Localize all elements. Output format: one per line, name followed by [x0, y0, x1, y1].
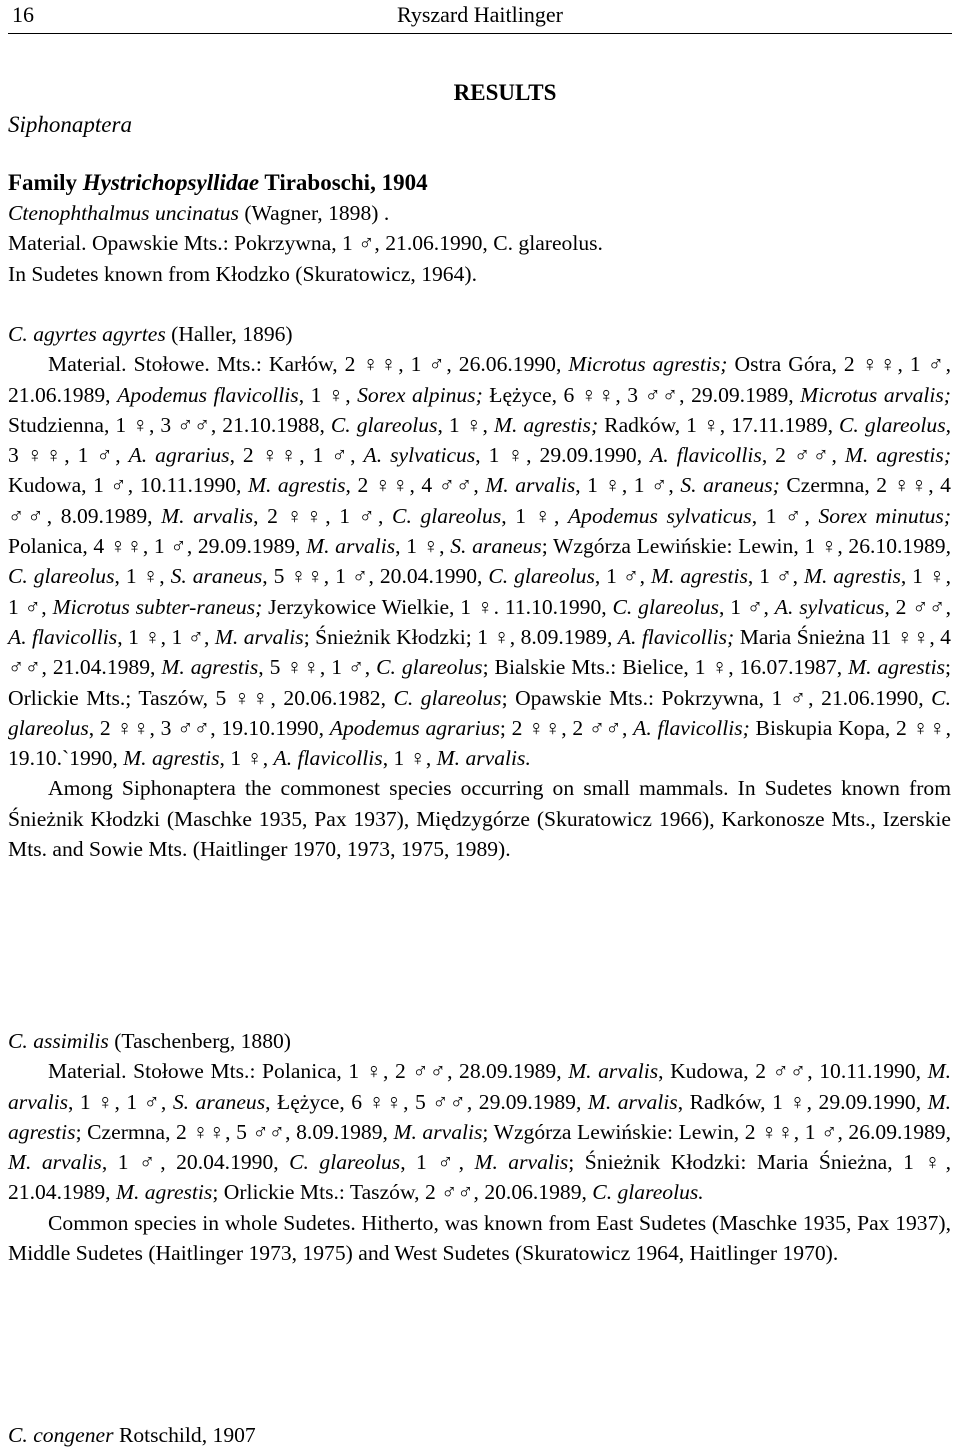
running-author: Ryszard Haitlinger [397, 2, 563, 27]
record-text: ; Wzgórza Lewińskie: Lewin, 1 ♀, 26.10.1989, [541, 534, 951, 559]
taxon-name: Apodemus sylvaticus [567, 503, 752, 528]
taxon-name: Microtus arvalis; [800, 382, 952, 407]
taxon-name: M. agrestis [115, 1180, 213, 1205]
material-record: Material. Opawskie Mts.: Pokrzywna, 1 ♂, 21.06.1990, C. glareolus. [8, 231, 603, 256]
record-text: , 1 ♀, [395, 534, 451, 559]
record-text: , 1 ♀, [219, 746, 274, 771]
taxon-name: M. arvalis [568, 1059, 659, 1084]
record-text: , 1 ♀, [437, 412, 494, 437]
taxon-name: M. arvalis [587, 1089, 678, 1114]
taxon-name: C. glareolus [8, 685, 951, 740]
record-text: Polanica, 4 ♀♀, 1 ♂, 29.09.1989, [8, 534, 307, 559]
record-text: , 5 ♀♀, 1 ♂, 20.04.1990, [262, 564, 489, 589]
taxon-name: A. sylvaticus [363, 443, 476, 468]
record-text: , 3 ♀♀, 1 ♂, [8, 412, 952, 468]
record-text: Ostra Góra, 2 ♀♀, 1 ♂, 21.06.1989, [8, 352, 951, 407]
record-text: , Łężyce, 6 ♀♀, 5 ♂♂, 29.09.1989, [265, 1089, 588, 1114]
species-heading: C. assimilis (Taschenberg, 1880) [8, 1029, 291, 1053]
record-text: ; Bialskie Mts.: Bielice, 1 ♀, 16.07.1987, [482, 655, 849, 680]
taxon-name: M. arvalis [306, 534, 396, 559]
taxon-name: M. agrestis [248, 473, 346, 498]
taxon-name: M. agrestis; [844, 443, 952, 468]
distribution-note: Among Siphonaptera the commonest species occurring on small mammals. In Sudetes known from Śnieżnik Kłodzki (Maschke 1935, Pax 1937), Międzygórze (Skuratowicz 1966), Karkonosze Mts., Izerskie Mts. and Sowie Mts. (Haitlinger 1970, 1973, 1975, 1989). [8, 776, 951, 862]
record-text: Czermna, 2 ♀♀, 4 ♂♂, 8.09.1989, [8, 473, 951, 528]
record-text: , 1 ♀, 1 ♂, [67, 1089, 173, 1114]
taxon-name: S. araneus; [680, 473, 780, 498]
species-heading: Ctenophthalmus uncinatus (Wagner, 1898) . [8, 201, 390, 225]
taxon-name: A. flavicollis; [617, 624, 735, 649]
taxon-name: M. agrestis [123, 746, 220, 771]
record-text: Kudowa, 1 ♂, 10.11.1990, [8, 473, 248, 498]
record-text: , 2 ♀♀, 3 ♂♂, 19.10.1990, [88, 715, 330, 740]
family-heading: Family Hystrichopsyllidae Tiraboschi, 1904 [8, 170, 428, 195]
taxon-name: Microtus agrestis; [568, 352, 728, 377]
record-text: Łężyce, 6 ♀♀, 3 ♂♂, 29.09.1989, [482, 382, 801, 407]
taxon-name: M. arvalis [214, 624, 304, 649]
taxon-name: Apodemus flavicollis [117, 382, 299, 407]
record-text: ; 2 ♀♀, 2 ♂♂, [499, 715, 634, 740]
taxon-name: S. araneus [172, 1089, 266, 1114]
distribution-note: In Sudetes known from Kłodzko (Skuratowicz, 1964). [8, 261, 477, 286]
record-text: , 2 ♀♀, 4 ♂♂, [345, 473, 486, 498]
record-text: , 1 ♀, [501, 503, 568, 528]
taxon-name: Apodemus agrarius [329, 715, 500, 740]
record-text: , 1 ♂, [400, 1150, 475, 1175]
record-text: , 1 ♂, 20.04.1990, [101, 1150, 290, 1175]
section-title: RESULTS [453, 80, 557, 105]
species-agyrtes [8, 319, 951, 864]
taxon-name: M. agrestis [8, 1089, 952, 1144]
record-text: Maria Śnieżna 11 ♀♀, 4 ♂♂, 21.04.1989, [8, 624, 951, 680]
taxon-name: S. araneus [170, 564, 263, 589]
taxon-name: A. flavicollis [273, 746, 383, 771]
taxon-name: M. arvalis [8, 1059, 951, 1114]
taxon-name: Sorex minutus; [818, 503, 952, 528]
record-text: ; Opawskie Mts.: Pokrzywna, 1 ♂, 21.06.1990, [501, 685, 932, 710]
taxon-name: A. flavicollis; [633, 715, 750, 740]
taxon-name: C. glareolus [839, 412, 946, 437]
record-text: ; Czermna, 2 ♀♀, 5 ♂♂, 8.09.1989, [75, 1119, 394, 1144]
record-text: Jerzykowice Wielkie, 1 ♀. 11.10.1990, [262, 594, 613, 619]
taxon-name: M. agrestis [650, 564, 748, 589]
record-text: , 1 ♀, [382, 746, 437, 771]
taxon-name: C. glareolus [289, 1150, 401, 1175]
record-text: Studzienna, 1 ♀, 3 ♂♂, 21.10.1988, [8, 412, 331, 437]
order-heading: Siphonaptera [8, 112, 132, 137]
record-text: , 2 ♂♂, [761, 443, 845, 468]
species-congener [8, 1420, 951, 1450]
distribution-note: Common species in whole Sudetes. Hitherto, was known from East Sudetes (Maschke 1935, Pax 1937), Middle Sudetes (Haitlinger 1973, 1975) and West Sudetes (Skuratowicz 1964, Haitlinger 1970). [8, 1210, 951, 1266]
record-text: , 1 ♂, [751, 503, 819, 528]
taxon-name: Microtus subter-raneus; [52, 594, 263, 619]
record-text: ; Śnieżnik Kłodzki; 1 ♀, 8.09.1989, [303, 624, 618, 649]
taxon-name: M. agrestis [161, 655, 259, 680]
record-text: , Kudowa, 2 ♂♂, 10.11.1990, [658, 1059, 928, 1084]
taxon-name: M. arvalis. [436, 746, 531, 771]
taxon-name: M. arvalis [161, 503, 254, 528]
taxon-name: C. glareolus [8, 564, 115, 589]
record-text: Biskupia Kopa, 2 ♀♀, 19.10.`1990, [8, 715, 952, 771]
record-text: ; Wzgórza Lewińskie: Lewin, 2 ♀♀, 1 ♂, 26.09.1989, [482, 1119, 951, 1144]
taxon-name: M. arvalis [485, 473, 576, 498]
taxon-name: M. agrestis; [493, 412, 599, 437]
taxon-name: M. agrestis [848, 655, 945, 680]
record-text: , 5 ♀♀, 1 ♂, [258, 655, 377, 680]
record-text: ; Orlickie Mts.; Taszów, 5 ♀♀, 20.06.1982, [8, 655, 951, 710]
taxon-name: A. agrarius [128, 443, 230, 468]
record-text: , 1 ♀, [114, 564, 171, 589]
page-number: 16 [12, 2, 34, 27]
record-text: , 1 ♀, [298, 382, 358, 407]
taxon-name: A. flavicollis [8, 624, 118, 649]
taxon-name: M. arvalis [474, 1150, 569, 1175]
record-text: Material. Stołowe Mts.: Polanica, 1 ♀, 2 ♂♂, 28.09.1989, [48, 1059, 569, 1084]
taxon-name: M. arvalis [8, 1150, 102, 1175]
species-heading: C. congener Rotschild, 1907 [8, 1423, 256, 1447]
species-assimilis [8, 1026, 951, 1268]
taxon-name: A. flavicollis [650, 443, 762, 468]
record-text: ; Orlickie Mts.: Taszów, 2 ♂♂, 20.06.1989, [212, 1180, 593, 1205]
record-text: Radków, 1 ♀, 17.11.1989, [598, 412, 839, 437]
record-text: ; Śnieżnik Kłodzki: Maria Śnieżna, 1 ♀, 21.04.1989, [8, 1150, 951, 1205]
record-text: , 2 ♀♀, 1 ♂, [229, 443, 364, 468]
taxon-name: M. agrestis [803, 564, 901, 589]
record-text: , 1 ♂, [594, 564, 651, 589]
record-text: , Radków, 1 ♀, 29.09.1990, [677, 1089, 928, 1114]
material-record [8, 1056, 951, 1207]
taxon-name: C. glareolus [376, 655, 483, 680]
record-text: , 1 ♀, 1 ♂, [575, 473, 681, 498]
record-text: , 2 ♀♀, 1 ♂, [253, 503, 393, 528]
record-text: , 1 ♂, [718, 594, 775, 619]
record-text: , 1 ♀, 29.09.1990, [475, 443, 651, 468]
taxon-name: C. glareolus [488, 564, 595, 589]
record-text: , 1 ♀, 1 ♂, [117, 624, 215, 649]
taxon-name: S. araneus [450, 534, 542, 559]
record-text: , 1 ♀, 1 ♂, [8, 564, 952, 619]
taxon-name: C. glareolus [612, 594, 719, 619]
record-text: Material. Stołowe. Mts.: Karłów, 2 ♀♀, 1 ♂, 26.06.1990, [48, 352, 569, 377]
record-text: , 2 ♂♂, [884, 594, 952, 619]
taxon-name: C. glareolus [392, 503, 502, 528]
record-text: , 1 ♂, [747, 564, 804, 589]
taxon-name: C. glareolus. [592, 1180, 704, 1205]
species-uncinatus [8, 198, 951, 289]
taxon-name: C. glareolus [393, 685, 502, 710]
taxon-name: M. arvalis [393, 1119, 483, 1144]
taxon-name: C. glareolus [330, 412, 438, 437]
material-record [8, 349, 951, 773]
taxon-name: A. sylvaticus [774, 594, 885, 619]
taxon-name: Sorex alpinus; [357, 382, 483, 407]
species-heading: C. agyrtes agyrtes (Haller, 1896) [8, 322, 293, 346]
family-name: Hystrichopsyllidae [82, 170, 260, 195]
running-header [8, 0, 952, 34]
